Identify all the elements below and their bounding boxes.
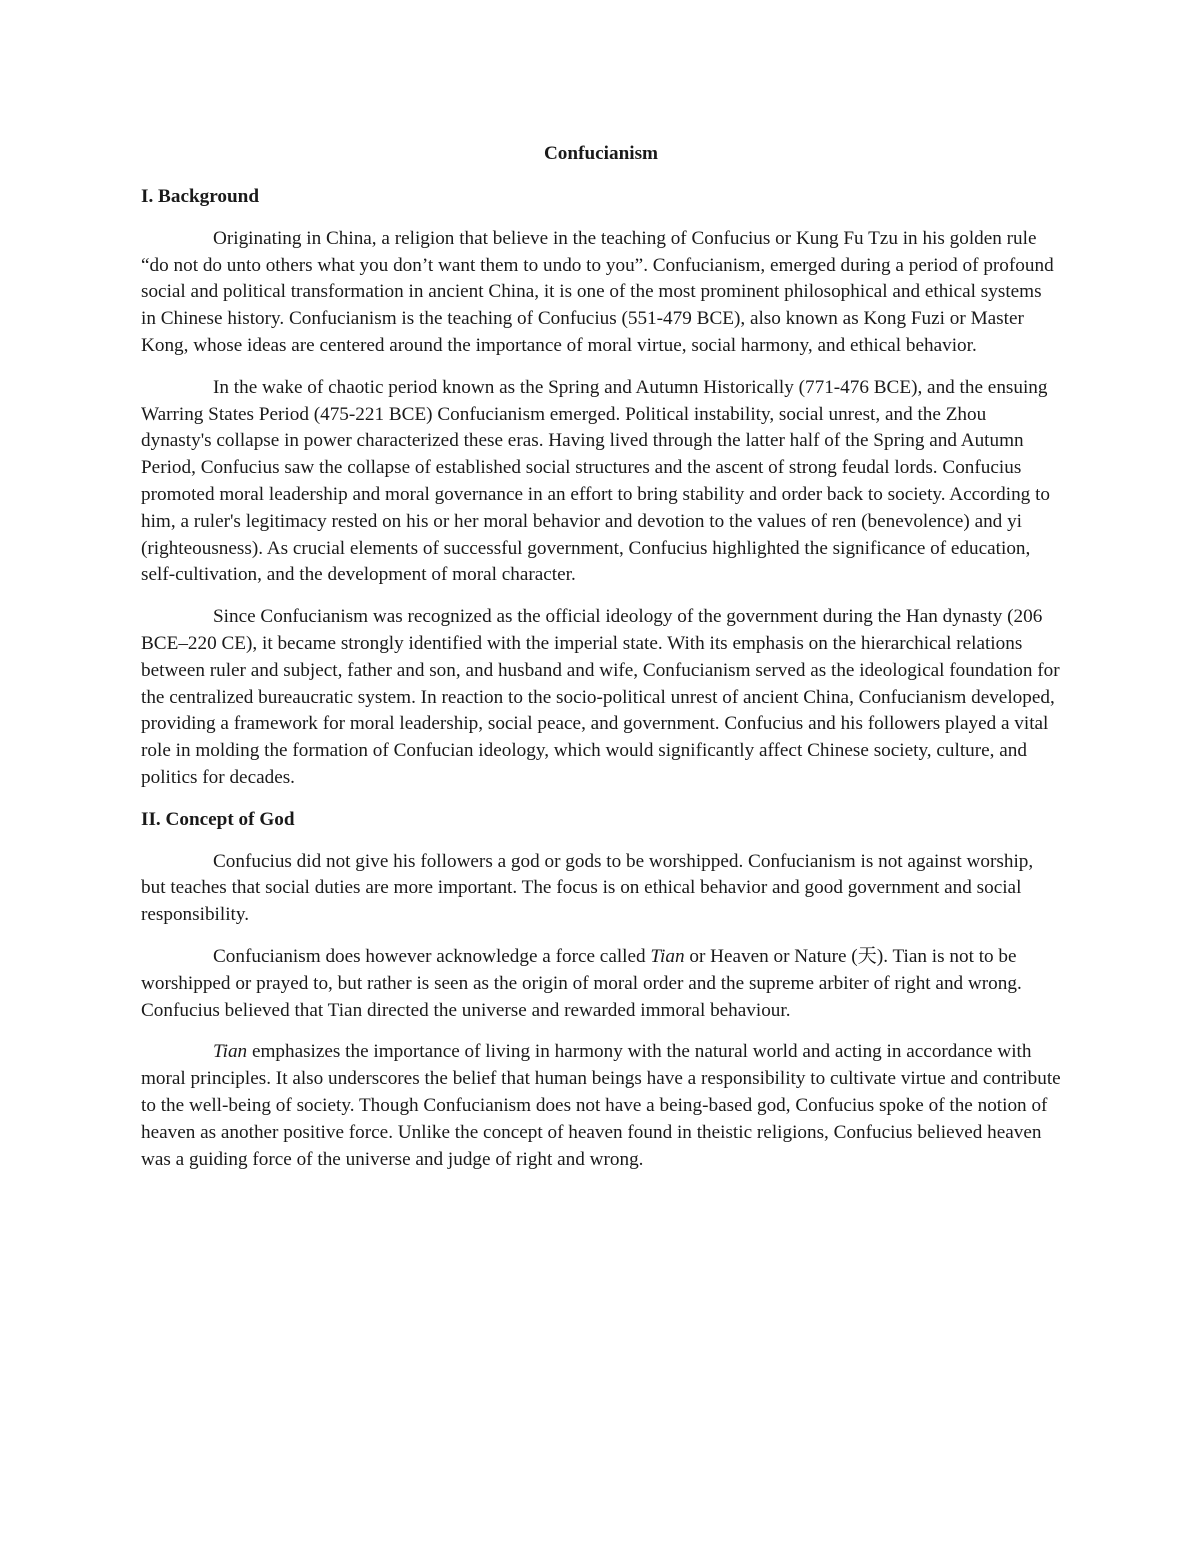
italic-term: Tian xyxy=(650,945,685,967)
paragraph: Originating in China, a religion that believe in the teaching of Confucius or Kung Fu Tzu in his golden rule “do not do unto others what you don’t want them to undo to you”. Confucianism, emerged during a period of profound social and political transformation in ancient China, it is one of the most prominent philosophical and ethical systems in Chinese history. Confucianism is the teaching of Confucius (551-479 BCE), also known as Kong Fuzi or Master Kong, whose ideas are centered around the importance of moral virtue, social harmony, and ethical behavior. xyxy=(141,227,1054,356)
paragraph: Since Confucianism was recognized as the official ideology of the government during the Han dynasty (206 BCE–220 CE), it became strongly identified with the imperial state. With its emphasis on the hierarchical relations between ruler and subject, father and son, and husband and wife, Confucianism served as the ideological foundation for the centralized bureaucratic system. In reaction to the socio-political unrest of ancient China, Confucianism developed, providing a framework for moral leadership, social peace, and government. Confucius and his followers played a vital role in molding the formation of Confucian ideology, which would significantly affect Chinese society, culture, and politics for decades. xyxy=(141,606,1060,788)
section-heading-concept-of-god: II. Concept of God xyxy=(141,808,295,830)
paragraph xyxy=(141,1039,1061,1173)
document-page xyxy=(141,140,1061,1188)
paragraph: In the wake of chaotic period known as the Spring and Autumn Historically (771-476 BCE), and the ensuing Warring States Period (475-221 BCE) Confucianism emerged. Political instability, social unrest, and the Zhou dynasty's collapse in power characterized these eras. Having lived through the latter half of the Spring and Autumn Period, Confucius saw the collapse of established social structures and the ascent of strong feudal lords. Confucius promoted moral leadership and moral governance in an effort to bring stability and order back to society. According to him, a ruler's legitimacy rested on his or her moral behavior and devotion to the values of ren (benevolence) and yi (righteousness). As crucial elements of successful government, Confucius highlighted the significance of education, self-cultivation, and the development of moral character. xyxy=(141,376,1050,586)
paragraph: Confucius did not give his followers a god or gods to be worshipped. Confucianism is not against worship, but teaches that social duties are more important. The focus is on ethical behavior and good government and social responsibility. xyxy=(141,850,1034,926)
italic-term: Tian xyxy=(213,1041,248,1063)
paragraph xyxy=(141,944,1061,1024)
text-run: Confucianism does however acknowledge a force called xyxy=(213,945,651,967)
section-heading-background: I. Background xyxy=(141,186,260,207)
document-title: Confucianism xyxy=(543,143,659,164)
text-run: or Heaven or Nature (天). Tian is not to be worshipped or prayed to, but rather is seen as the origin of moral order and the supreme arbiter of right and wrong. Confucius believed that Tian directed the universe and rewarded immoral behaviour. xyxy=(141,945,1022,1021)
text-run: emphasizes the importance of living in harmony with the natural world and acting in accordance with moral principles. It also underscores the belief that human beings have a responsibility to cultivate virtue and contribute to the well-being of society. Though Confucianism does not have a being-based god, Confucius spoke of the notion of heaven as another positive force. Unlike the concept of heaven found in theistic religions, Confucius believed heaven was a guiding force of the universe and judge of right and wrong. xyxy=(141,1041,1061,1170)
